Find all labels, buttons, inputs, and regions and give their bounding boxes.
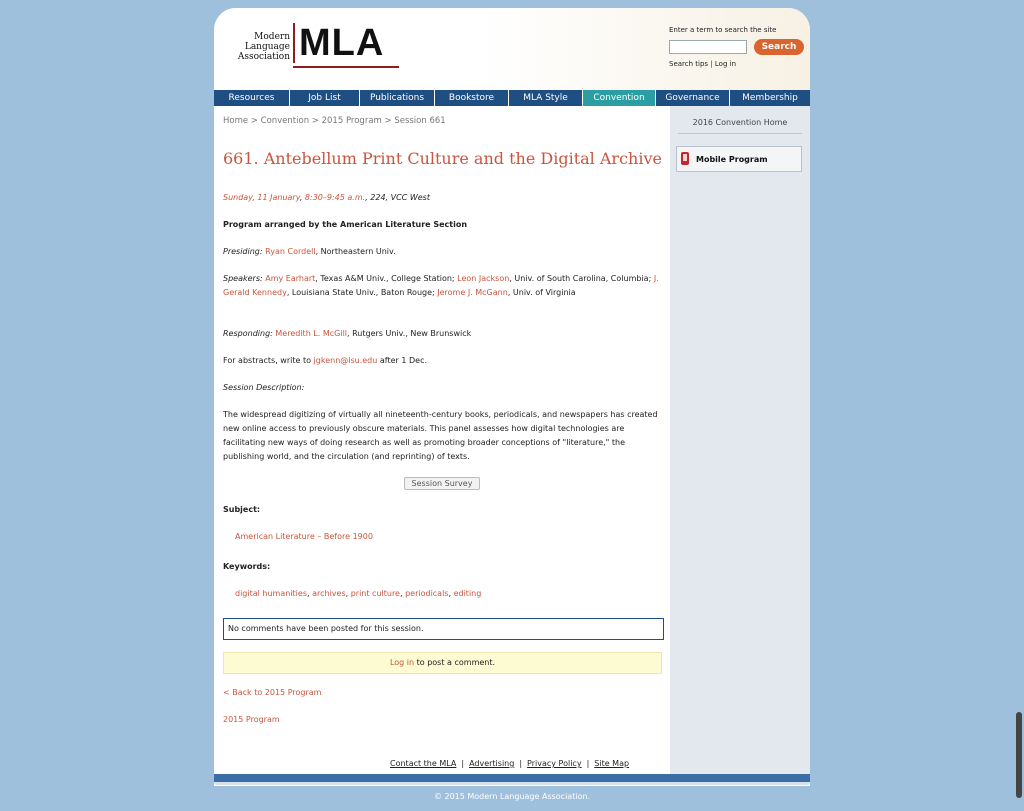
back-to-program-link[interactable]: < Back to 2015 Program (223, 688, 322, 697)
logo-underline (293, 66, 399, 68)
speaker-affil: , Univ. of Virginia (507, 288, 576, 297)
footer-separator: | (519, 759, 523, 768)
speaker-affil: , Louisiana State Univ., Baton Rouge; (286, 288, 438, 297)
subject-link[interactable]: American Literature – Before 1900 (235, 532, 373, 541)
arranged-by: Program arranged by the American Literature Section (223, 220, 468, 229)
search-label: Enter a term to search the site (669, 26, 777, 34)
main-content (214, 106, 670, 786)
abstracts-email-link[interactable]: jgkenn@lsu.edu (313, 356, 378, 365)
subject-label: Subject: (223, 505, 261, 514)
session-title: 661. Antebellum Print Culture and the Digital Archive (223, 149, 662, 168)
search-links-separator: | (710, 60, 713, 68)
footer-bar-bottom (214, 782, 810, 785)
copyright: © 2015 Modern Language Association. (433, 792, 591, 801)
abstracts-pre: For abstracts, write to (223, 356, 314, 365)
logo-line-3: Association (237, 52, 290, 62)
footer-bar (214, 774, 810, 782)
login-to-comment-text: to post a comment. (414, 658, 496, 667)
session-survey-button[interactable]: Session Survey (404, 477, 480, 490)
nav-item-bookstore[interactable]: Bookstore (435, 90, 509, 106)
sidebar (670, 106, 810, 776)
search-row (669, 38, 809, 56)
main-nav (214, 90, 810, 106)
footer-link-privacy[interactable]: Privacy Policy (527, 759, 582, 768)
subject (235, 530, 675, 544)
footer-link-sitemap[interactable]: Site Map (594, 759, 630, 768)
session-datetime: Sunday, 11 January, 8:30–9:45 a.m., 224, VCC West (223, 193, 430, 202)
nav-item-publications[interactable]: Publications (360, 90, 435, 106)
speaker-link[interactable]: Leon Jackson (457, 274, 510, 283)
speaker-link[interactable]: Jerome J. McGann (437, 288, 508, 297)
mobile-program-button[interactable] (676, 146, 802, 172)
back-link-row (223, 686, 663, 700)
logo-text[interactable] (232, 32, 290, 62)
scrollbar-thumb[interactable] (1016, 712, 1022, 798)
nav-item-convention[interactable]: Convention (583, 90, 656, 106)
keyword-link[interactable]: archives (312, 589, 346, 598)
search-button[interactable]: Search (754, 39, 804, 55)
program-link[interactable]: 2015 Program (223, 715, 280, 724)
footer-link-contact[interactable]: Contact the MLA (390, 759, 457, 768)
presiding-label: Presiding: (223, 247, 263, 256)
presiding-name-link[interactable]: Ryan Cordell (265, 247, 316, 256)
responding-name-link[interactable]: Meredith L. McGill (275, 329, 348, 338)
abstracts-post: after 1 Dec. (377, 356, 428, 365)
search-links (669, 60, 809, 68)
keyword-link[interactable]: digital humanities (235, 589, 307, 598)
speaker-affil: , Univ. of South Carolina, Columbia; (509, 274, 654, 283)
nav-item-job-list[interactable]: Job List (290, 90, 360, 106)
footer-link-advertising[interactable]: Advertising (469, 759, 515, 768)
convention-home-link[interactable]: 2016 Convention Home (678, 118, 802, 134)
speaker-affil: , Texas A&M Univ., College Station; (315, 274, 458, 283)
keyword-link[interactable]: periodicals (405, 589, 449, 598)
nav-item-resources[interactable]: Resources (214, 90, 290, 106)
speaker-link[interactable]: J. Gerald Kennedy (223, 274, 659, 297)
no-comments-box: No comments have been posted for this session. (223, 618, 664, 640)
keywords-list: digital humanities, archives, print culture, periodicals, editing (235, 589, 482, 598)
keyword-link[interactable]: print culture (350, 589, 400, 598)
search-tips-link[interactable]: Search tips (669, 60, 709, 68)
session-time-link[interactable]: 8:30–9:45 a.m. (304, 193, 366, 202)
login-to-comment-link[interactable]: Log in (389, 658, 415, 667)
presiding-affil: , Northeastern Univ. (315, 247, 396, 256)
session-description: The widespread digitizing of virtually all nineteenth-century books, periodicals, and newspapers has created new online access to previously obscure materials. This panel assesses how digital technologies are facilitating new ways of doing research as well as promoting broader conceptions of "literature," the publishing world, and the circulation (and reprinting) of texts. (223, 410, 658, 461)
description-label: Session Description: (223, 383, 305, 392)
page-container (214, 8, 810, 786)
keyword-link[interactable]: editing (453, 589, 482, 598)
mobile-program-label: Mobile Program (696, 155, 768, 164)
breadcrumb[interactable]: Home > Convention > 2015 Program > Session 661 (223, 116, 446, 126)
nav-item-membership[interactable]: Membership (742, 93, 798, 103)
footer-links (390, 759, 629, 768)
speaker-link[interactable]: Amy Earhart (265, 274, 316, 283)
footer-separator: | (461, 759, 465, 768)
mobile-phone-icon (681, 152, 689, 165)
footer-separator: | (586, 759, 590, 768)
responding-label: Responding: (223, 329, 273, 338)
logo-line-2: Language (244, 42, 290, 52)
site-header (214, 8, 810, 90)
session-location: , 224, VCC West (365, 193, 430, 202)
presiding (223, 245, 663, 259)
responding-affil: , Rutgers Univ., New Brunswick (347, 329, 472, 338)
abstracts (223, 354, 663, 368)
search-area (669, 26, 809, 68)
nav-item-governance[interactable]: Governance (656, 90, 730, 106)
login-link[interactable]: Log in (714, 60, 736, 68)
responding (223, 327, 663, 341)
nav-item-mla-style[interactable]: MLA Style (509, 90, 583, 106)
session-date-link[interactable]: Sunday, 11 January (223, 193, 300, 202)
speakers-label: Speakers: (223, 274, 263, 283)
keywords-label: Keywords: (223, 562, 271, 571)
speakers (223, 272, 663, 300)
logo-line-1: Modern (254, 32, 290, 42)
program-link-row (223, 713, 663, 727)
search-input[interactable] (669, 40, 747, 54)
mla-logo[interactable]: MLA (293, 23, 384, 63)
login-to-comment (223, 652, 662, 674)
